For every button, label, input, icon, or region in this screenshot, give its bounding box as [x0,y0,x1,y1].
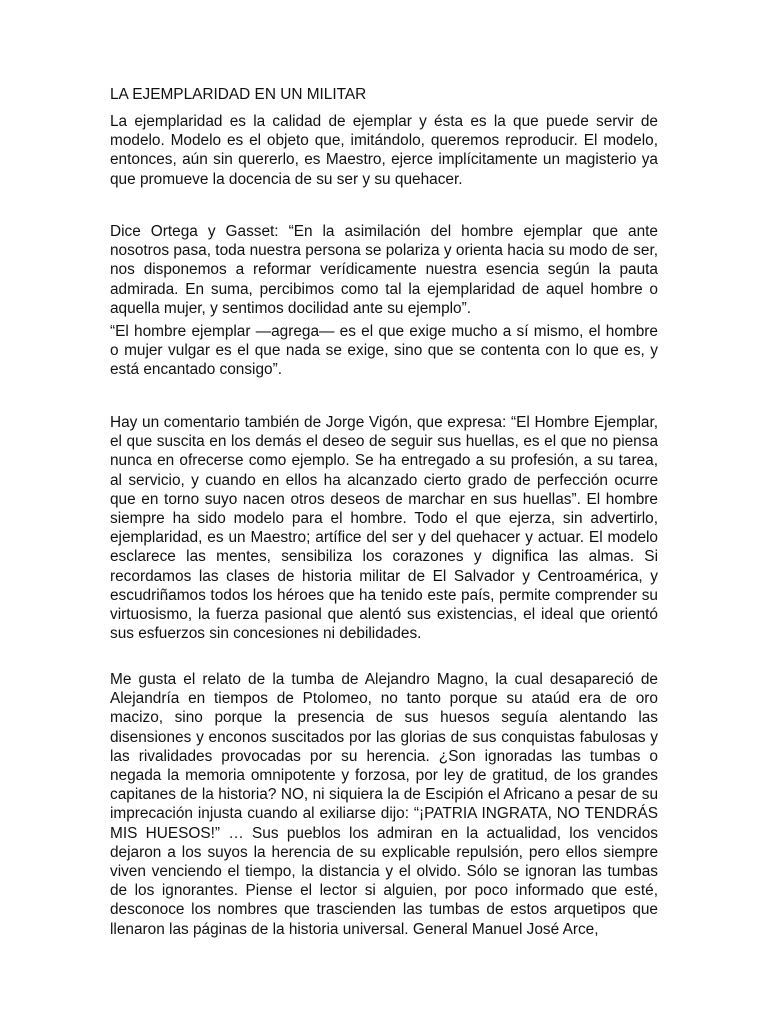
paragraph-ortega-quote: Dice Ortega y Gasset: “En la asimilación del hombre ejemplar que ante nosotros pasa, toda nuestra persona se polariza y orienta hacia su modo de ser, nos disponemos a reformar verídicamente nuestra esencia según la pauta admirada. En suma, percibimos como tal la ejemplaridad de aquel hombre o aquella mujer, y sentimos docilidad ante su ejemplo”. [110,223,658,317]
paragraph-vigon-comment: Hay un comentario también de Jorge Vigón, que expresa: “El Hombre Ejemplar, el que suscita en los demás el deseo de seguir sus huellas, es el que no piensa nunca en ofrecerse como ejemplo. Se ha entregado a su profesión, a su tarea, al servicio, y cuando en ellos ha alcanzado cierto grado de perfección ocurre que en torno suyo nacen otros deseos de marchar en sus huellas”. El hombre siempre ha sido modelo para el hombre. Todo el que ejerza, sin advertirlo, ejemplaridad, es un Maestro; artífice del ser y del quehacer y actuar. El modelo esclarece las mentes, sensibiliza los corazones y dignifica las almas. Si recordamos las clases de historia militar de El Salvador y Centroamérica, y escudriñamos todos los héroes que ha tenido este país, permite comprender su virtuosismo, la fuerza pasional que alentó sus existencias, el ideal que orientó sus esfuerzos sin concesiones ni debilidades. [110,414,658,643]
paragraph-ejemplaridad-definition: La ejemplaridad es la calidad de ejemplar y ésta es la que puede servir de modelo. Modelo es el objeto que, imitándolo, queremos reproducir. El modelo, entonces, aún sin quererlo, es Maestro, ejerce implícitamente un magisterio ya que promueve la docencia de su ser y su quehacer. [110,113,658,188]
paragraph-alejandro-tomb: Me gusta el relato de la tumba de Alejandro Magno, la cual desapareció de Alejandría en tiempos de Ptolomeo, no tanto porque su ataúd era de oro macizo, sino porque la presencia de sus huesos seguía alentando las disensiones y enconos suscitados por las glorias de sus conquistas fabulosas y las rivalidades provocadas por su herencia. ¿Son ignoradas las tumbas o negada la memoria omnipotente y forzosa, por ley de gratitud, de los grandes capitanes de la historia? NO, ni siquiera la de Escipión el Africano a pesar de su imprecación injusta cuando al exiliarse dijo: “¡PATRIA INGRATA, NO TENDRÁS MIS HUESOS!” … Sus pueblos los admiran en la actualidad, los vencidos dejaron a los suyos la herencia de su explicable repulsión, pero ellos siempre viven venciendo el tiempo, la distancia y el olvido. Sólo se ignoran las tumbas de los ignorantes. Piense el lector si alguien, por poco informado que esté, desconoce los nombres que trascienden las tumbas de estos arquetipos que llenaron las páginas de la historia universal. General Manuel José Arce, [110,671,658,938]
paragraph-ortega-addendum: “El hombre ejemplar —agrega— es el que exige mucho a sí mismo, el hombre o mujer vulgar es el que nada se exige, sino que se contenta con lo que es, y está encantado consigo”. [110,323,658,379]
document-title: LA EJEMPLARIDAD EN UN MILITAR [110,86,367,103]
